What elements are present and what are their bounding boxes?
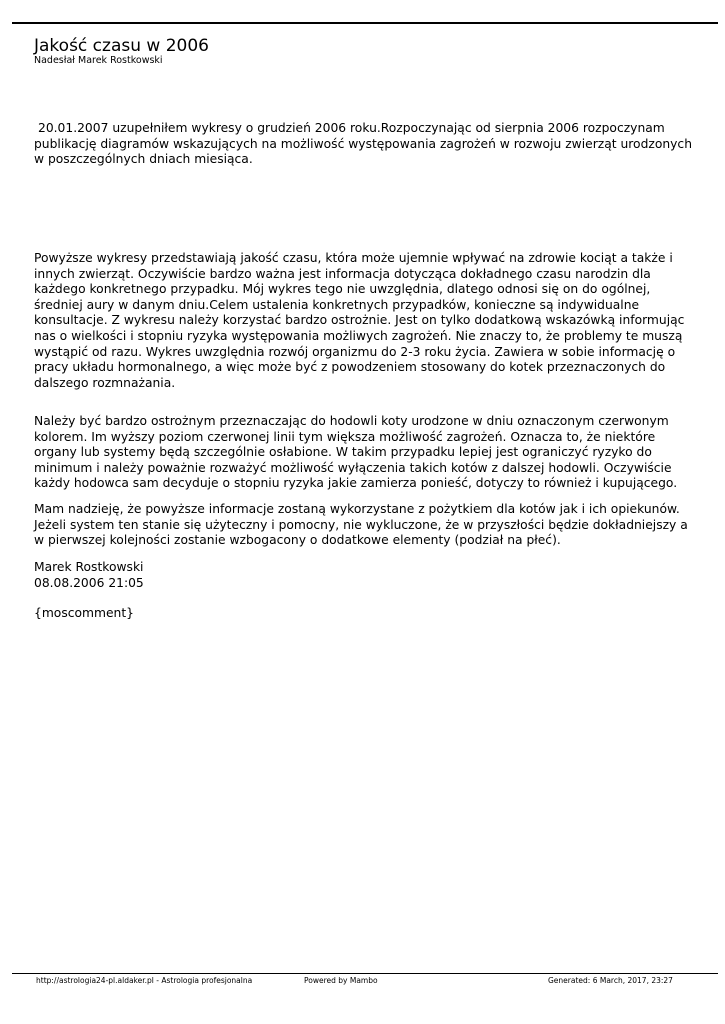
footer-powered-by: Powered by Mambo xyxy=(304,976,378,985)
body-paragraph: Powyższe wykresy przedstawiają jakość czasu, która może ujemnie wpływać na zdrowie kociąt a także i innych zwierząt. Oczywiście bardzo ważna jest informacja dotycząca dokładnego czasu narodzin dla każdego konkretnego przypadku. Mój wykres tego nie uwzględnia, dlatego odnosi się on do ogólnej, średniej aury w danym dniu.Celem ustalenia konkretnych przypadków, konieczne są indywidualne konsultacje. Z wykresu należy korzystać bardzo ostrożnie. Jest on tylko dodatkową wskazówką informując nas o wielkości i stopniu ryzyka występowania możliwych zagrożeń. Nie znaczy to, że problemy te muszą wystąpić od razu. Wykres uwzględnia rozwój organizmu do 2-3 roku życia. Zawiera w sobie informację o pracy układu hormonalnego, a więc może być z powodzeniem stosowany do kotek przeznaczonych do dalszego rozmnażania. xyxy=(34,251,685,390)
footer-generated-timestamp: Generated: 6 March, 2017, 23:27 xyxy=(548,976,673,985)
comment-placeholder: {moscomment} xyxy=(34,606,134,620)
page-title: Jakość czasu w 2006 xyxy=(34,36,209,56)
signature-name: Marek Rostkowski xyxy=(34,560,144,574)
footer-divider xyxy=(12,973,718,974)
footer-site-link[interactable]: http://astrologia24-pl.aldaker.pl - Astrologia profesjonalna xyxy=(36,976,253,985)
author-line: Nadesłał Marek Rostkowski xyxy=(34,55,163,66)
header-divider xyxy=(12,22,718,24)
body-paragraph: Należy być bardzo ostrożnym przeznaczając do hodowli koty urodzone w dniu oznaczonym czerwonym kolorem. Im wyższy poziom czerwonej linii tym większa możliwość zagrożeń. Oznacza to, że niektóre organy lub systemy będą szczególnie osłabione. W takim przypadku lepiej jest ograniczyć ryzyko do minimum i należy poważnie rozważyć możliwość wyłączenia takich kotów z dalszej hodowli. Oczywiście każdy hodowca sam decyduje o stopniu ryzyka jakie zamierza ponieść, dotyczy to również i kupującego. xyxy=(34,414,678,491)
body-paragraph: Mam nadzieję, że powyższe informacje zostaną wykorzystane z pożytkiem dla kotów jak i ich opiekunów. Jeżeli system ten stanie się użyteczny i pomocny, nie wykluczone, że w przyszłości będzie dokładniejszy a w pierwszej kolejności zostanie wzbogacony o dodatkowe elementy (podział na płeć). xyxy=(34,502,688,548)
signature-date: 08.08.2006 21:05 xyxy=(34,576,144,590)
intro-paragraph: 20.01.2007 uzupełniłem wykresy o grudzień 2006 roku.Rozpoczynając od sierpnia 2006 rozpoczynam publikację diagramów wskazujących na możliwość występowania zagrożeń w rozwoju zwierząt urodzonych w poszczególnych dniach miesiąca. xyxy=(34,121,692,167)
